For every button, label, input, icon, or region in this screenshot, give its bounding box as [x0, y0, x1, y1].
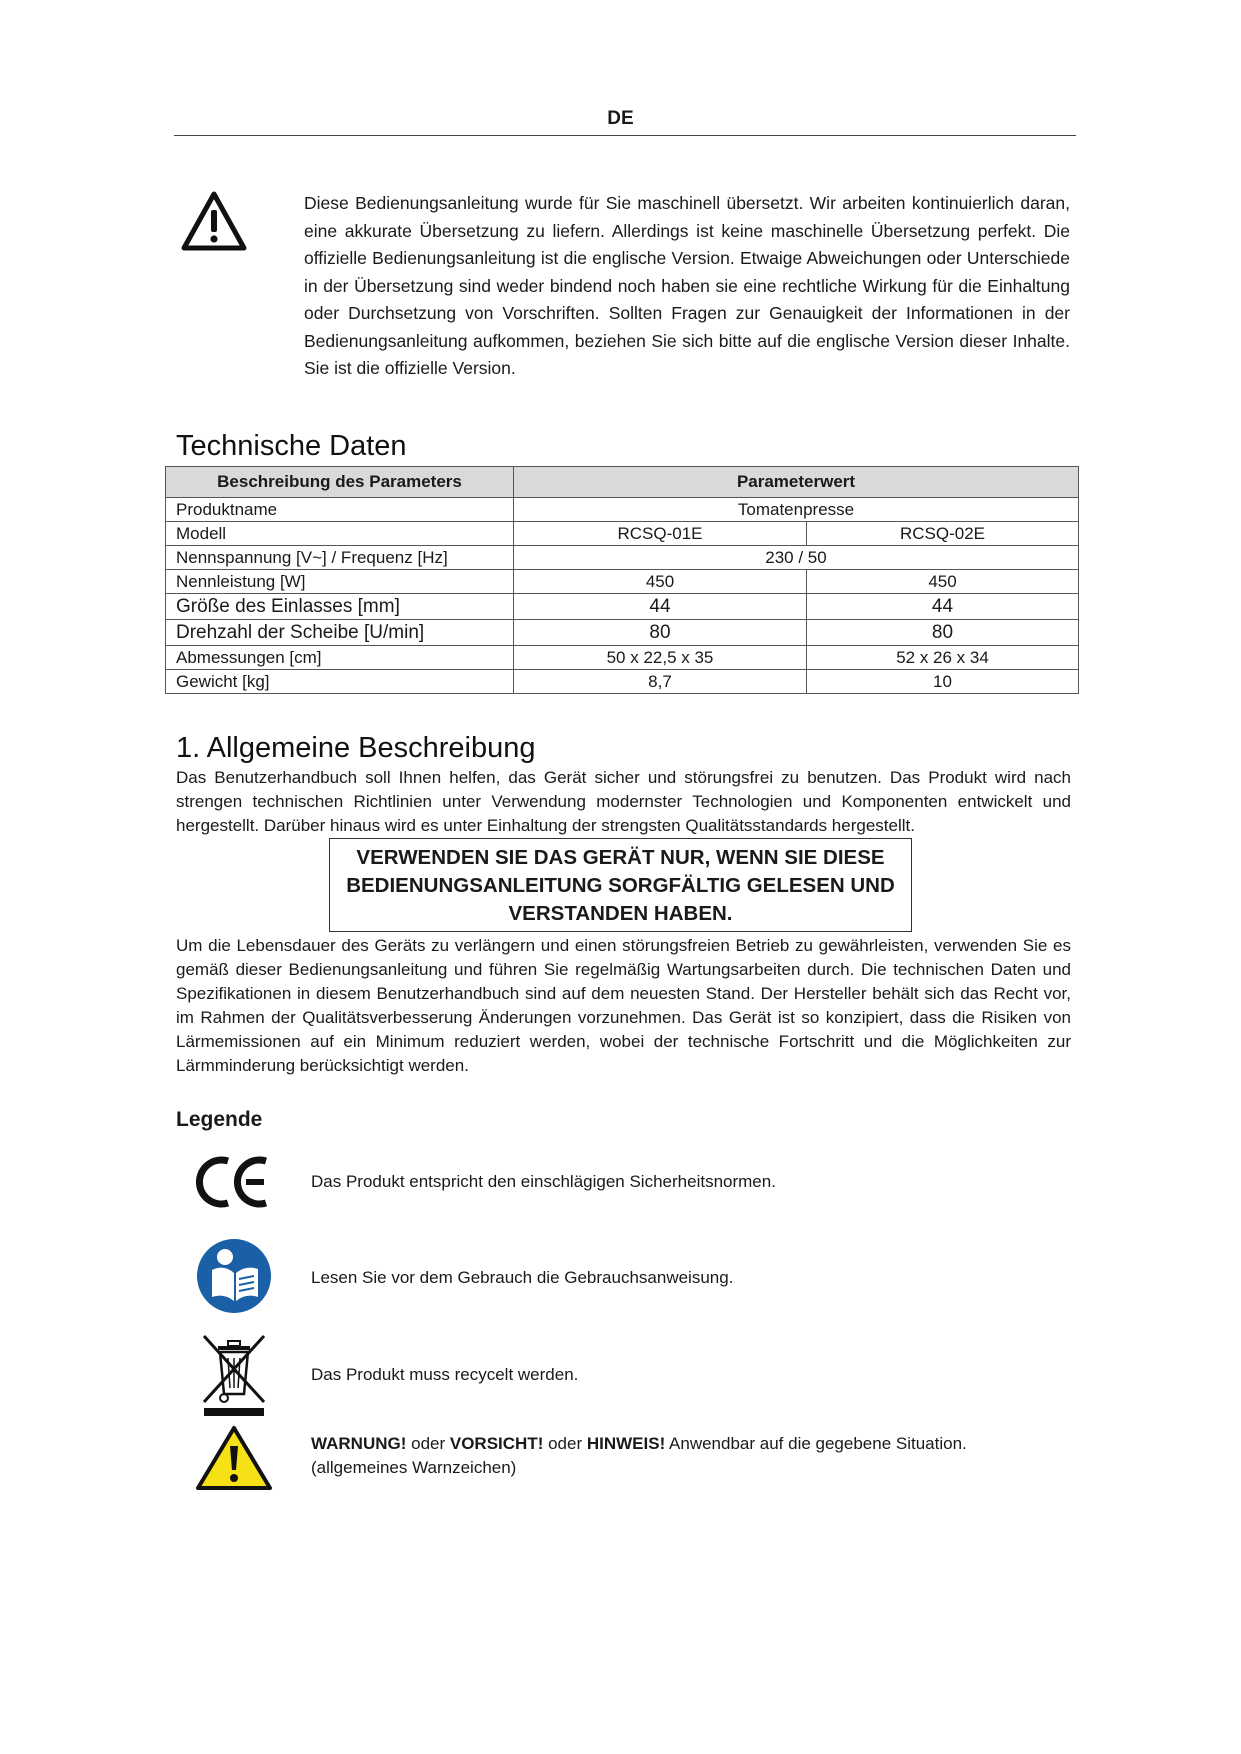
table-cell: Tomatenpresse — [514, 498, 1079, 522]
general-description-title: 1. Allgemeine Beschreibung — [176, 732, 536, 764]
table-row — [166, 546, 1079, 570]
table-row — [166, 646, 1079, 670]
table-cell: 450 — [514, 570, 807, 594]
legend-recycle-text: Das Produkt muss recycelt werden. — [311, 1365, 579, 1384]
ce-mark-icon — [194, 1153, 274, 1211]
table-cell: 44 — [514, 594, 807, 620]
warning-keyword: WARNUNG! — [311, 1434, 407, 1453]
table-cell: 80 — [514, 620, 807, 646]
notice-line: VERSTANDEN HABEN. — [508, 902, 733, 925]
table-row — [166, 620, 1079, 646]
table-cell: RCSQ-01E — [514, 522, 807, 546]
caution-keyword: VORSICHT! — [449, 1434, 544, 1453]
table-cell: Gewicht [kg] — [166, 670, 514, 694]
language-header: DE — [607, 108, 634, 129]
specs-title: Technische Daten — [176, 430, 407, 462]
table-cell: 8,7 — [514, 670, 807, 694]
table-cell: Nennleistung [W] — [166, 570, 514, 594]
general-paragraph-1: Das Benutzerhandbuch soll Ihnen helfen, das Gerät sicher und störungsfrei zu benutzen. Das Produkt wird nach strengen technischen Richtlinien unter Verwendung modernster Technologien und Komponenten entwickelt und hergestellt. Darüber hinaus wird es unter Einhaltung der strengsten Qualitätsstandards hergestellt. — [176, 768, 1071, 835]
warning-triangle-icon — [180, 190, 248, 252]
specs-table — [165, 466, 1079, 694]
table-cell: Größe des Einlasses [mm] — [166, 594, 514, 620]
table-row — [166, 498, 1079, 522]
table-cell: 450 — [807, 570, 1079, 594]
table-cell: 80 — [807, 620, 1079, 646]
legend-warning-text — [311, 1432, 1071, 1480]
legend-connector: oder — [543, 1434, 587, 1453]
general-paragraph-2: Um die Lebensdauer des Geräts zu verlängern und einen störungsfreien Betrieb zu gewährleisten, verwenden Sie es gemäß dieser Bedienungsanleitung und führen Sie regelmäßig Wartungsarbeiten durch. Die technischen Daten und Spezifikationen in diesem Benutzerhandbuch sind auf dem neuesten Stand. Der Hersteller behält sich das Recht vor, im Rahmen der Qualitätsverbesserung Änderungen vorzunehmen. Das Gerät ist so konzipiert, dass die Risiken von Lärmemissionen auf ein Minimum reduziert werden, wobei der technische Fortschritt und die Möglichkeiten zur Lärmminderung berücksichtigt werden. — [176, 936, 1071, 1075]
notice-line: BEDIENUNGSANLEITUNG SORGFÄLTIG GELESEN UND — [346, 874, 895, 897]
legend-ce-text: Das Produkt entspricht den einschlägigen Sicherheitsnormen. — [311, 1172, 776, 1191]
table-cell: Abmessungen [cm] — [166, 646, 514, 670]
legend-read-text: Lesen Sie vor dem Gebrauch die Gebrauchsanweisung. — [311, 1268, 734, 1287]
legend-title: Legende — [176, 1108, 263, 1131]
table-cell: 44 — [807, 594, 1079, 620]
table-cell: 10 — [807, 670, 1079, 694]
table-cell: RCSQ-02E — [807, 522, 1079, 546]
table-header-row — [166, 467, 1079, 498]
table-row — [166, 670, 1079, 694]
table-cell: Modell — [166, 522, 514, 546]
table-row — [166, 594, 1079, 620]
table-cell: 50 x 22,5 x 35 — [514, 646, 807, 670]
table-cell: 52 x 26 x 34 — [807, 646, 1079, 670]
legend-warning-line-1 — [311, 1432, 1071, 1456]
notice-line: VERWENDEN SIE DAS GERÄT NUR, WENN SIE DIESE — [356, 846, 885, 869]
table-header-cell: Parameterwert — [514, 467, 1079, 498]
table-cell: 230 / 50 — [514, 546, 1079, 570]
table-cell: Nennspannung [V~] / Frequenz [Hz] — [166, 546, 514, 570]
general-warning-icon — [194, 1424, 274, 1492]
read-manual-icon — [194, 1237, 274, 1315]
legend-warning-rest: Anwendbar auf die gegebene Situation. — [665, 1434, 967, 1453]
crossed-bin-recycle-icon — [194, 1332, 274, 1418]
legend-connector: oder — [406, 1434, 450, 1453]
note-keyword: HINWEIS! — [586, 1434, 666, 1453]
table-row — [166, 570, 1079, 594]
legend-warning-line-2: (allgemeines Warnzeichen) — [311, 1458, 517, 1477]
important-notice-box — [329, 838, 912, 932]
table-cell: Drehzahl der Scheibe [U/min] — [166, 620, 514, 646]
table-cell: Produktname — [166, 498, 514, 522]
table-header-cell: Beschreibung des Parameters — [166, 467, 514, 498]
table-row — [166, 522, 1079, 546]
header-divider — [174, 135, 1076, 136]
translation-disclaimer: Diese Bedienungsanleitung wurde für Sie maschinell übersetzt. Wir arbeiten kontinuierlich daran, eine akkurate Übersetzung zu liefern. Allerdings ist keine maschinelle Übersetzung perfekt. Die offizielle Bedienungsanleitung ist die englische Version. Etwaige Abweichungen oder Unterschiede in der Übersetzung sind weder bindend noch haben sie eine rechtliche Wirkung für die Einhaltung oder Durchsetzung von Vorschriften. Sollten Fragen zur Genauigkeit der Informationen in der Bedienungsanleitung aufkommen, beziehen Sie sich bitte auf die englische Version dieser Inhalte. Sie ist die offizielle Version. — [304, 193, 1070, 378]
